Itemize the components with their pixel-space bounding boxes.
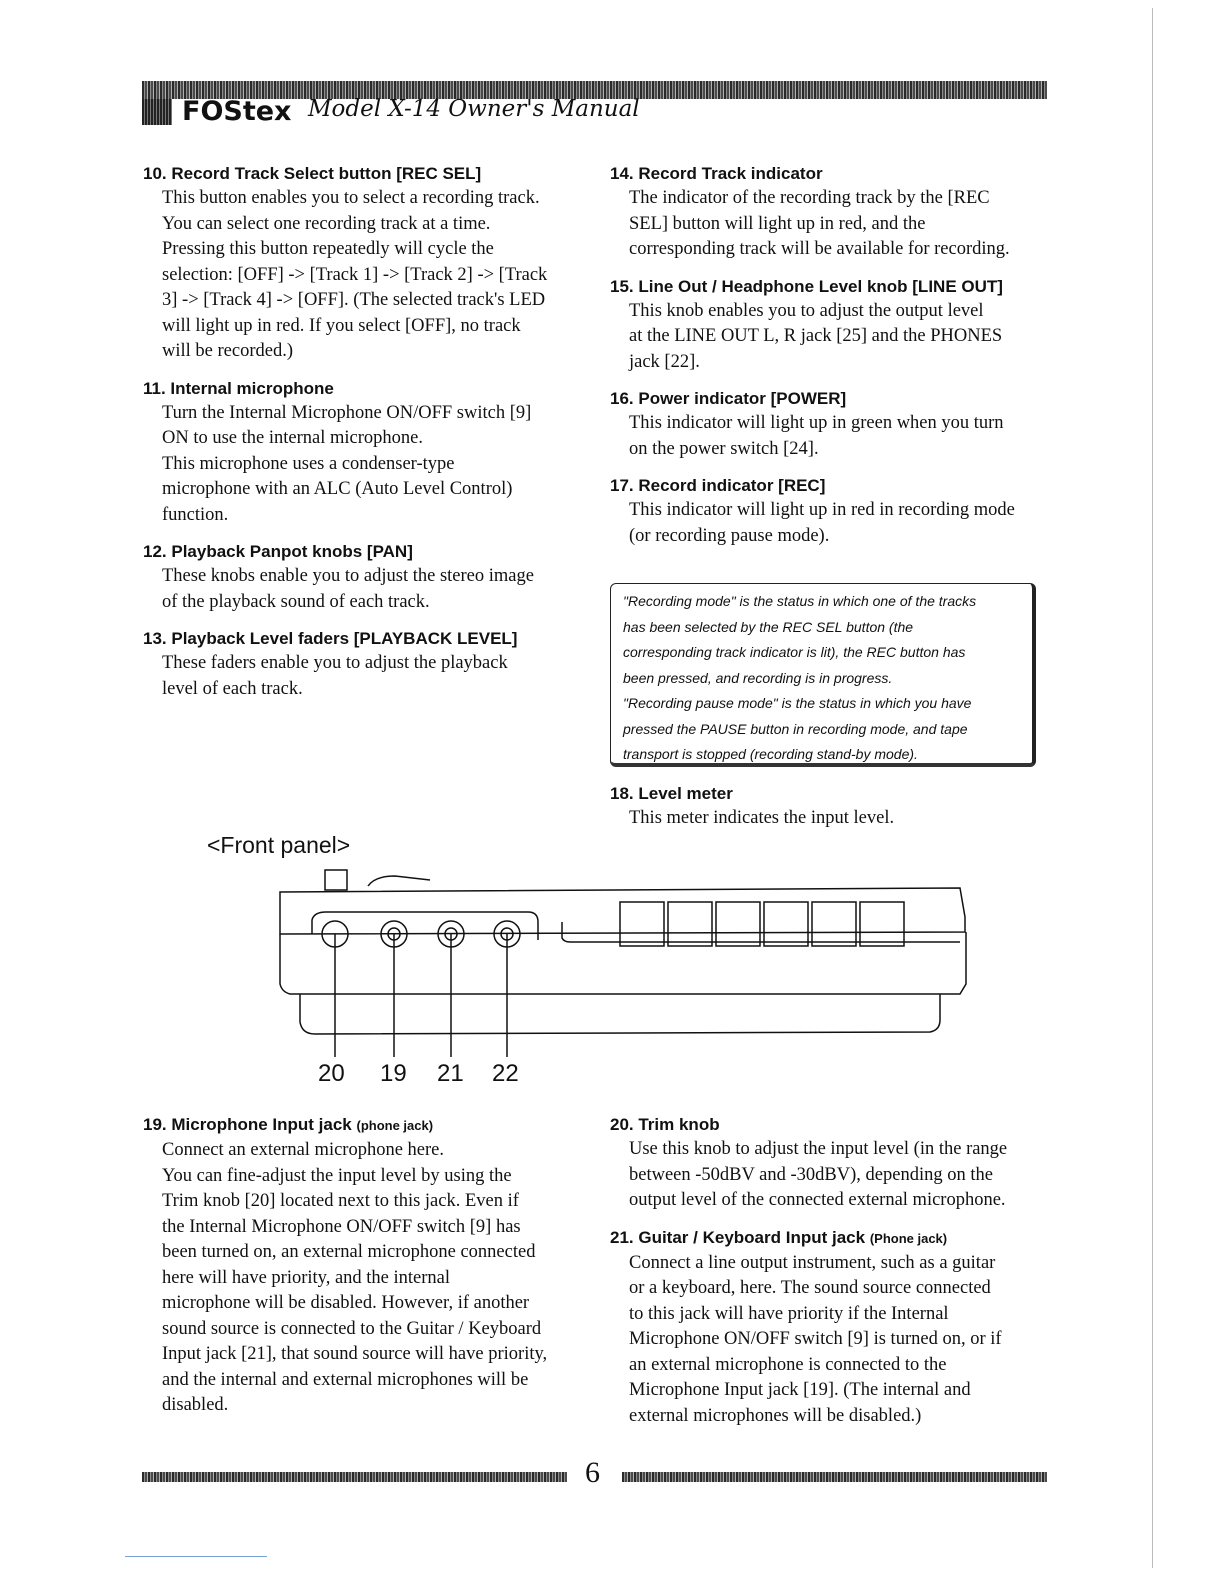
front-panel-diagram xyxy=(270,862,980,1062)
section-heading-21 xyxy=(610,1226,1060,1251)
para-line: microphone with an ALC (Auto Level Control) xyxy=(162,479,513,499)
footer-rule-right xyxy=(622,1472,1047,1482)
para-line: Microphone Input jack [19]. (The internal and xyxy=(629,1380,971,1400)
para-line: Input jack [21], that sound source will have priority, xyxy=(162,1344,548,1364)
para-line: the Internal Microphone ON/OFF switch [9] has xyxy=(162,1216,521,1237)
note-box xyxy=(610,583,1036,767)
footer-rule-left xyxy=(142,1472,567,1482)
para-line: to this jack will have priority if the Internal xyxy=(629,1303,949,1324)
para-line: at the LINE OUT L, R jack [25] and the PHONES xyxy=(629,326,1003,346)
meter-segments xyxy=(620,902,904,946)
note-line: "Recording pause mode" is the status in which you have xyxy=(623,695,972,711)
callout-20: 20 xyxy=(318,1060,345,1087)
figure-title: <Front panel> xyxy=(207,832,351,858)
para-line: will be recorded.) xyxy=(162,341,293,361)
para-line: This indicator will light up in red in recording mode xyxy=(629,500,1015,520)
section-heading: 20. Trim knob xyxy=(610,1115,720,1134)
para-line: disabled. xyxy=(162,1395,229,1415)
section-13 xyxy=(143,627,593,702)
para-line: The indicator of the recording track by the [REC xyxy=(629,188,990,208)
para-line: Use this knob to adjust the input level (in the range xyxy=(629,1139,1008,1159)
para-line: here will have priority, and the internal xyxy=(162,1267,451,1288)
note-line: has been selected by the REC SEL button (the xyxy=(623,618,914,635)
para-line: selection: [OFF] -> [Track 1] -> [Track 2] -> [Track xyxy=(162,264,548,285)
para-line: This knob enables you to adjust the output level xyxy=(629,300,984,321)
heading-main: 19. Microphone Input jack xyxy=(143,1115,352,1134)
section-heading: 17. Record indicator [REC] xyxy=(610,476,826,495)
para-line: microphone will be disabled. However, if another xyxy=(162,1293,530,1313)
para-line: You can fine-adjust the input level by using the xyxy=(162,1165,512,1186)
section-heading: 10. Record Track Select button [REC SEL] xyxy=(143,164,482,183)
para-line: This meter indicates the input level. xyxy=(629,808,895,828)
para-line: will light up in red. If you select [OFF], no track xyxy=(162,315,521,336)
para-line: external microphones will be disabled.) xyxy=(629,1405,922,1426)
header-block xyxy=(142,99,172,125)
brand-logo: FOStex xyxy=(182,96,292,127)
section-heading: 16. Power indicator [POWER] xyxy=(610,389,847,408)
right-top-column xyxy=(610,162,1060,561)
scan-edge-line xyxy=(1152,8,1153,1568)
para-line: an external microphone is connected to the xyxy=(629,1354,947,1375)
top-slider-outline xyxy=(368,876,430,886)
para-line: and the internal and external microphones will be xyxy=(162,1369,529,1390)
note-line: corresponding track indicator is lit), the REC button has xyxy=(623,644,966,660)
para-line: corresponding track will be available for recording. xyxy=(629,239,1010,259)
body-base-outline xyxy=(300,994,940,1034)
para-line: SEL] button will light up in red, and the xyxy=(629,213,926,234)
section-heading: 18. Level meter xyxy=(610,784,733,803)
callout-22: 22 xyxy=(492,1060,519,1087)
para-line: jack [22]. xyxy=(629,351,700,372)
para-line: 3] -> [Track 4] -> [OFF]. (The selected track's LED xyxy=(162,290,546,310)
callout-19: 19 xyxy=(380,1060,407,1087)
para-line: This button enables you to select a recording track. xyxy=(162,188,540,208)
right-bottom-column xyxy=(610,1113,1060,1441)
manual-title: Model X-14 Owner's Manual xyxy=(308,96,640,122)
section-heading: 13. Playback Level faders [PLAYBACK LEVEL] xyxy=(143,629,518,648)
para-line: output level of the connected external microphone. xyxy=(629,1190,1006,1210)
section-19 xyxy=(143,1113,593,1419)
heading-note: (Phone jack) xyxy=(869,1230,948,1246)
section-heading: 14. Record Track indicator xyxy=(610,164,823,183)
section-14 xyxy=(610,162,1060,263)
note-line: pressed the PAUSE button in recording mode, and tape xyxy=(623,720,968,737)
note-line: been pressed, and recording is in progress. xyxy=(623,669,893,686)
left-bottom-column xyxy=(143,1113,593,1431)
para-line: Connect a line output instrument, such as a guitar xyxy=(629,1252,996,1273)
scan-artifact-line xyxy=(125,1556,267,1557)
para-line: or a keyboard, here. The sound source connected xyxy=(629,1278,991,1298)
para-line: between -50dBV and -30dBV), depending on the xyxy=(629,1164,993,1185)
para-line: level of each track. xyxy=(162,678,303,699)
switch-outline xyxy=(325,870,347,890)
para-line: Trim knob [20] located next to this jack. Even if xyxy=(162,1191,519,1211)
heading-main: 21. Guitar / Keyboard Input jack xyxy=(610,1227,866,1247)
para-line: of the playback sound of each track. xyxy=(162,591,430,612)
heading-note: (phone jack) xyxy=(356,1118,434,1133)
section-heading: 11. Internal microphone xyxy=(143,378,334,398)
para-line: This microphone uses a condenser-type xyxy=(162,453,455,474)
para-line: Pressing this button repeatedly will cycle the xyxy=(162,239,494,259)
para-line: These knobs enable you to adjust the stereo image xyxy=(162,566,534,586)
callout-21: 21 xyxy=(437,1060,464,1087)
section-20 xyxy=(610,1113,1060,1214)
section-heading: 15. Line Out / Headphone Level knob [LINE OUT] xyxy=(610,276,1003,296)
para-line: These faders enable you to adjust the playback xyxy=(162,653,508,673)
para-line: (or recording pause mode). xyxy=(629,525,830,546)
para-line: Microphone ON/OFF switch [9] is turned on, or if xyxy=(629,1329,1002,1349)
note-line: "Recording mode" is the status in which one of the tracks xyxy=(623,593,977,609)
note-line: transport is stopped (recording stand-by mode). xyxy=(623,746,918,762)
section-15 xyxy=(610,275,1060,376)
para-line: been turned on, an external microphone connected xyxy=(162,1242,536,1262)
para-line: ON to use the internal microphone. xyxy=(162,428,423,448)
section-heading: 12. Playback Panpot knobs [PAN] xyxy=(143,542,413,561)
section-heading-19 xyxy=(143,1113,593,1138)
section-21 xyxy=(610,1226,1060,1430)
para-line: Turn the Internal Microphone ON/OFF switch [9] xyxy=(162,402,532,423)
section-16 xyxy=(610,387,1060,462)
section-17 xyxy=(610,474,1060,549)
para-line: This indicator will light up in green when you turn xyxy=(629,413,1004,433)
section-11 xyxy=(143,377,593,529)
para-line: on the power switch [24]. xyxy=(629,438,819,459)
para-line: sound source is connected to the Guitar / Keyboard xyxy=(162,1318,542,1339)
left-top-column xyxy=(143,162,593,714)
para-line: You can select one recording track at a time. xyxy=(162,213,491,234)
para-line: function. xyxy=(162,504,229,525)
section-10 xyxy=(143,162,593,365)
page-number: 6 xyxy=(585,1456,600,1489)
para-line: Connect an external microphone here. xyxy=(162,1140,445,1160)
section-18 xyxy=(610,782,1060,832)
section-12 xyxy=(143,540,593,615)
